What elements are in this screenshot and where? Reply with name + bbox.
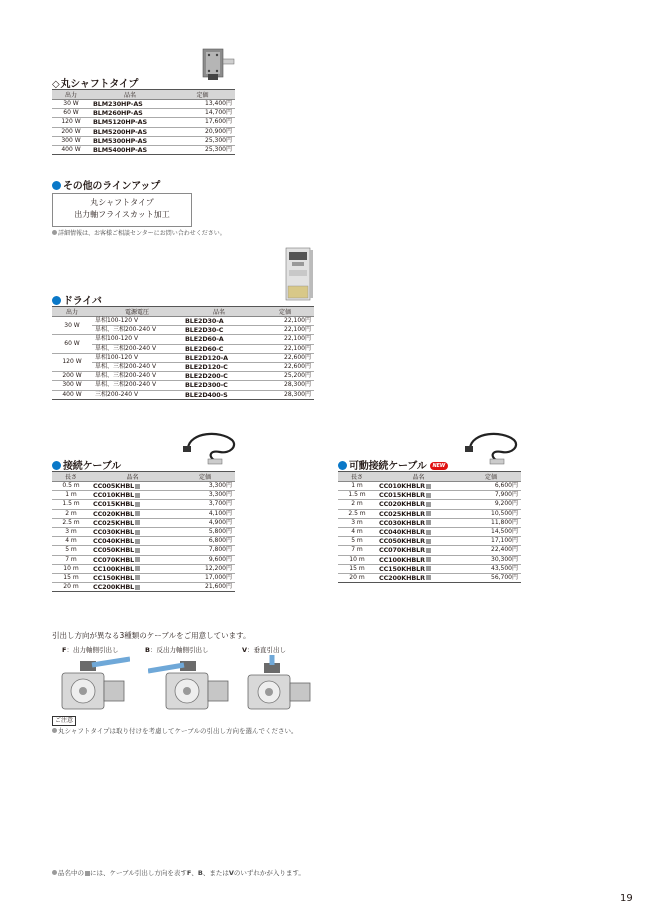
model-cell: BLE2D120-A bbox=[182, 353, 256, 362]
length-cell: 15 m bbox=[52, 573, 90, 582]
table-row bbox=[52, 100, 235, 109]
col-header: 定価 bbox=[175, 472, 235, 482]
model-cell: CC040KHBL bbox=[90, 537, 175, 546]
model-cell: CC100KHBL bbox=[90, 564, 175, 573]
output-cell: 30 W bbox=[52, 100, 90, 109]
price-cell: 14,500円 bbox=[461, 527, 521, 536]
price-cell: 3,300円 bbox=[175, 482, 235, 491]
table-row bbox=[52, 527, 235, 536]
placeholder-square-icon bbox=[426, 530, 431, 535]
length-cell: 20 m bbox=[52, 583, 90, 592]
table-row bbox=[52, 573, 235, 582]
price-cell: 21,600円 bbox=[175, 583, 235, 592]
table-row bbox=[52, 390, 314, 399]
price-cell: 22,600円 bbox=[256, 353, 314, 362]
price-cell: 22,600円 bbox=[256, 362, 314, 371]
price-cell: 28,300円 bbox=[256, 381, 314, 390]
lineup-box bbox=[52, 193, 192, 227]
price-cell: 10,500円 bbox=[461, 509, 521, 518]
caution-tag: ご注意 bbox=[52, 716, 76, 726]
price-cell: 25,200円 bbox=[256, 372, 314, 381]
diamond-icon: ◇ bbox=[52, 79, 60, 90]
cable-title: 接続ケーブル bbox=[52, 457, 121, 472]
placeholder-square-icon bbox=[426, 566, 431, 571]
table-row bbox=[338, 482, 521, 491]
motor-cable-f-illustration bbox=[52, 655, 130, 713]
output-cell: 200 W bbox=[52, 372, 92, 381]
model-cell: CC025KHBL bbox=[90, 518, 175, 527]
model-cell: BLE2D60-A bbox=[182, 335, 256, 344]
col-header: 電源電圧 bbox=[92, 307, 182, 317]
table-row bbox=[52, 546, 235, 555]
flex-cable-product-image bbox=[462, 426, 522, 468]
model-cell: BLE2D60-C bbox=[182, 344, 256, 353]
model-cell: CC005KHBL bbox=[90, 482, 175, 491]
length-cell: 10 m bbox=[52, 564, 90, 573]
direction-v-label: V：垂直引出し bbox=[242, 646, 287, 654]
table-row bbox=[52, 509, 235, 518]
table-row bbox=[52, 118, 235, 127]
placeholder-square-icon bbox=[135, 530, 140, 535]
gray-dot-icon bbox=[52, 728, 57, 733]
direction-f-label: F：出力軸側引出し bbox=[62, 646, 119, 654]
price-cell: 17,000円 bbox=[175, 573, 235, 582]
length-cell: 2.5 m bbox=[338, 509, 376, 518]
voltage-cell: 単相100-120 V bbox=[92, 353, 182, 362]
placeholder-square-icon bbox=[135, 484, 140, 489]
price-cell: 43,500円 bbox=[461, 564, 521, 573]
voltage-cell: 三相200-240 V bbox=[92, 390, 182, 399]
price-cell: 17,100円 bbox=[461, 537, 521, 546]
placeholder-square-icon bbox=[135, 575, 140, 580]
model-cell: BLE2D400-S bbox=[182, 390, 256, 399]
motor-product-image bbox=[200, 46, 236, 82]
model-cell: BLM5400HP-AS bbox=[90, 145, 170, 154]
output-cell: 300 W bbox=[52, 136, 90, 145]
model-cell: CC040KHBLR bbox=[376, 527, 461, 536]
col-header: 出力 bbox=[52, 307, 92, 317]
model-cell: CC025KHBLR bbox=[376, 509, 461, 518]
table-row bbox=[52, 518, 235, 527]
placeholder-square-icon bbox=[135, 548, 140, 553]
table-row bbox=[338, 564, 521, 573]
table-row bbox=[52, 381, 314, 390]
length-cell: 2 m bbox=[338, 500, 376, 509]
model-cell: BLE2D200-C bbox=[182, 372, 256, 381]
output-cell: 120 W bbox=[52, 118, 90, 127]
table-row bbox=[52, 353, 314, 362]
model-cell: CC010KHBL bbox=[90, 491, 175, 500]
table-row bbox=[52, 335, 314, 344]
col-header: 品名 bbox=[182, 307, 256, 317]
price-cell: 11,800円 bbox=[461, 518, 521, 527]
price-cell: 25,300円 bbox=[170, 145, 235, 154]
table-row bbox=[52, 326, 314, 335]
placeholder-square-icon bbox=[426, 557, 431, 562]
model-cell: BLM5200HP-AS bbox=[90, 127, 170, 136]
placeholder-square-icon bbox=[135, 566, 140, 571]
col-header: 長さ bbox=[52, 472, 90, 482]
model-cell: BLE2D30-C bbox=[182, 326, 256, 335]
length-cell: 1.5 m bbox=[338, 491, 376, 500]
model-cell: CC050KHBLR bbox=[376, 537, 461, 546]
table-row bbox=[52, 583, 235, 592]
model-cell: CC030KHBL bbox=[90, 527, 175, 536]
price-cell: 13,400円 bbox=[170, 100, 235, 109]
placeholder-square-icon bbox=[426, 484, 431, 489]
placeholder-square-icon bbox=[426, 511, 431, 516]
col-header: 出力 bbox=[52, 90, 90, 100]
col-header: 長さ bbox=[338, 472, 376, 482]
model-cell: BLE2D30-A bbox=[182, 317, 256, 326]
flex-cable-table bbox=[338, 471, 521, 583]
placeholder-square-icon bbox=[426, 548, 431, 553]
blue-dot-icon bbox=[52, 181, 61, 190]
table-row bbox=[52, 362, 314, 371]
directions-intro: 引出し方向が異なる3種類のケーブルをご用意しています。 bbox=[52, 631, 251, 640]
price-cell: 28,300円 bbox=[256, 390, 314, 399]
model-cell: CC010KHBLR bbox=[376, 482, 461, 491]
table-row bbox=[52, 145, 235, 154]
price-cell: 22,100円 bbox=[256, 344, 314, 353]
placeholder-square-icon bbox=[135, 557, 140, 562]
price-cell: 14,700円 bbox=[170, 109, 235, 118]
price-cell: 22,100円 bbox=[256, 335, 314, 344]
model-cell: CC050KHBL bbox=[90, 546, 175, 555]
model-cell: BLM260HP-AS bbox=[90, 109, 170, 118]
output-cell: 400 W bbox=[52, 145, 90, 154]
price-cell: 17,600円 bbox=[170, 118, 235, 127]
price-cell: 22,100円 bbox=[256, 326, 314, 335]
model-cell: CC020KHBLR bbox=[376, 500, 461, 509]
lineup-title: その他のラインアップ bbox=[52, 177, 160, 192]
table-row bbox=[338, 491, 521, 500]
table-row bbox=[338, 546, 521, 555]
table-row bbox=[52, 344, 314, 353]
price-cell: 56,700円 bbox=[461, 573, 521, 582]
length-cell: 15 m bbox=[338, 564, 376, 573]
placeholder-square-icon bbox=[426, 502, 431, 507]
col-header: 定価 bbox=[256, 307, 314, 317]
placeholder-square-icon bbox=[135, 493, 140, 498]
cable-table bbox=[52, 471, 235, 592]
lineup-box-line1: 丸シャフトタイプ bbox=[90, 198, 154, 207]
voltage-cell: 単相、三相200-240 V bbox=[92, 381, 182, 390]
output-cell: 60 W bbox=[52, 109, 90, 118]
length-cell: 2.5 m bbox=[52, 518, 90, 527]
length-cell: 0.5 m bbox=[52, 482, 90, 491]
footnote: 品名中の には、ケーブル引出し方向を表すF、B、またはVのいずれかが入ります。 bbox=[52, 868, 305, 877]
price-cell: 9,600円 bbox=[175, 555, 235, 564]
col-header: 定価 bbox=[170, 90, 235, 100]
table-row bbox=[52, 555, 235, 564]
col-header: 品名 bbox=[90, 472, 175, 482]
length-cell: 1.5 m bbox=[52, 500, 90, 509]
model-cell: BLE2D120-C bbox=[182, 362, 256, 371]
blue-dot-icon bbox=[52, 296, 61, 305]
price-cell: 4,900円 bbox=[175, 518, 235, 527]
lineup-note: 詳細情報は、お客様ご相談センターにお問い合わせください。 bbox=[52, 228, 226, 237]
model-cell: CC015KHBLR bbox=[376, 491, 461, 500]
length-cell: 3 m bbox=[52, 527, 90, 536]
length-cell: 3 m bbox=[338, 518, 376, 527]
model-cell: CC030KHBLR bbox=[376, 518, 461, 527]
length-cell: 7 m bbox=[338, 546, 376, 555]
lineup-box-line2: 出力軸フライスカット加工 bbox=[74, 210, 170, 219]
price-cell: 7,900円 bbox=[461, 491, 521, 500]
table-row bbox=[338, 537, 521, 546]
length-cell: 7 m bbox=[52, 555, 90, 564]
table-row bbox=[338, 518, 521, 527]
model-cell: CC070KHBL bbox=[90, 555, 175, 564]
blue-dot-icon bbox=[52, 461, 61, 470]
blue-dot-icon bbox=[338, 461, 347, 470]
gray-dot-icon bbox=[52, 230, 57, 235]
length-cell: 2 m bbox=[52, 509, 90, 518]
direction-b-label: B：反出力軸側引出し bbox=[145, 646, 209, 654]
col-header: 定価 bbox=[461, 472, 521, 482]
voltage-cell: 単相100-120 V bbox=[92, 335, 182, 344]
output-cell: 300 W bbox=[52, 381, 92, 390]
voltage-cell: 単相100-120 V bbox=[92, 317, 182, 326]
output-cell: 60 W bbox=[52, 335, 92, 353]
model-cell: BLE2D300-C bbox=[182, 381, 256, 390]
placeholder-square-icon bbox=[426, 539, 431, 544]
table-row bbox=[52, 482, 235, 491]
price-cell: 3,300円 bbox=[175, 491, 235, 500]
model-cell: CC150KHBL bbox=[90, 573, 175, 582]
new-badge: NEW bbox=[430, 462, 449, 470]
round-shaft-title: ◇丸シャフトタイプ bbox=[52, 79, 139, 90]
length-cell: 4 m bbox=[52, 537, 90, 546]
table-row bbox=[52, 317, 314, 326]
model-cell: CC200KHBL bbox=[90, 583, 175, 592]
table-row bbox=[52, 109, 235, 118]
col-header: 品名 bbox=[90, 90, 170, 100]
placeholder-square-icon bbox=[426, 493, 431, 498]
output-cell: 30 W bbox=[52, 317, 92, 335]
table-row bbox=[52, 537, 235, 546]
price-cell: 25,300円 bbox=[170, 136, 235, 145]
placeholder-square-icon bbox=[135, 520, 140, 525]
model-cell: BLM5300HP-AS bbox=[90, 136, 170, 145]
price-cell: 4,100円 bbox=[175, 509, 235, 518]
length-cell: 4 m bbox=[338, 527, 376, 536]
model-cell: CC015KHBL bbox=[90, 500, 175, 509]
price-cell: 20,900円 bbox=[170, 127, 235, 136]
voltage-cell: 単相、三相200-240 V bbox=[92, 344, 182, 353]
gray-dot-icon bbox=[52, 870, 57, 875]
placeholder-square-icon bbox=[135, 585, 140, 590]
output-cell: 120 W bbox=[52, 353, 92, 371]
price-cell: 22,100円 bbox=[256, 317, 314, 326]
price-cell: 6,800円 bbox=[175, 537, 235, 546]
flex-cable-title: 可動接続ケーブル NEW bbox=[338, 457, 448, 472]
table-row bbox=[338, 527, 521, 536]
length-cell: 20 m bbox=[338, 573, 376, 582]
model-cell: BLM230HP-AS bbox=[90, 100, 170, 109]
price-cell: 30,300円 bbox=[461, 555, 521, 564]
table-row bbox=[338, 509, 521, 518]
table-row bbox=[338, 555, 521, 564]
placeholder-square-icon bbox=[135, 539, 140, 544]
price-cell: 3,700円 bbox=[175, 500, 235, 509]
table-row bbox=[338, 500, 521, 509]
length-cell: 10 m bbox=[338, 555, 376, 564]
table-row bbox=[52, 500, 235, 509]
voltage-cell: 単相、三相200-240 V bbox=[92, 362, 182, 371]
model-cell: CC200KHBLR bbox=[376, 573, 461, 582]
price-cell: 9,200円 bbox=[461, 500, 521, 509]
voltage-cell: 単相、三相200-240 V bbox=[92, 326, 182, 335]
price-cell: 7,800円 bbox=[175, 546, 235, 555]
price-cell: 6,600円 bbox=[461, 482, 521, 491]
price-cell: 22,400円 bbox=[461, 546, 521, 555]
driver-product-image bbox=[284, 246, 314, 302]
table-row bbox=[52, 372, 314, 381]
model-cell: BLM5120HP-AS bbox=[90, 118, 170, 127]
model-cell: CC150KHBLR bbox=[376, 564, 461, 573]
table-row bbox=[52, 136, 235, 145]
driver-title: ドライバ bbox=[52, 292, 102, 307]
model-cell: CC100KHBLR bbox=[376, 555, 461, 564]
price-cell: 5,800円 bbox=[175, 527, 235, 536]
model-cell: CC020KHBL bbox=[90, 509, 175, 518]
driver-table bbox=[52, 306, 314, 400]
price-cell: 12,200円 bbox=[175, 564, 235, 573]
output-cell: 200 W bbox=[52, 127, 90, 136]
length-cell: 5 m bbox=[52, 546, 90, 555]
round-shaft-table bbox=[52, 89, 235, 155]
placeholder-square-icon bbox=[135, 502, 140, 507]
table-row bbox=[52, 127, 235, 136]
caution-text: 丸シャフトタイプは取り付けを考慮してケーブルの引出し方向を選んでください。 bbox=[52, 726, 297, 735]
table-row bbox=[52, 491, 235, 500]
motor-cable-b-illustration bbox=[148, 655, 230, 713]
placeholder-square-icon bbox=[426, 520, 431, 525]
page-number: 19 bbox=[620, 893, 633, 904]
table-row bbox=[338, 573, 521, 582]
length-cell: 5 m bbox=[338, 537, 376, 546]
output-cell: 400 W bbox=[52, 390, 92, 399]
placeholder-square-icon bbox=[426, 575, 431, 580]
cable-product-image bbox=[180, 426, 240, 468]
col-header: 品名 bbox=[376, 472, 461, 482]
length-cell: 1 m bbox=[338, 482, 376, 491]
motor-cable-v-illustration bbox=[238, 655, 316, 713]
voltage-cell: 単相、三相200-240 V bbox=[92, 372, 182, 381]
length-cell: 1 m bbox=[52, 491, 90, 500]
table-row bbox=[52, 564, 235, 573]
placeholder-square-icon bbox=[135, 511, 140, 516]
model-cell: CC070KHBLR bbox=[376, 546, 461, 555]
